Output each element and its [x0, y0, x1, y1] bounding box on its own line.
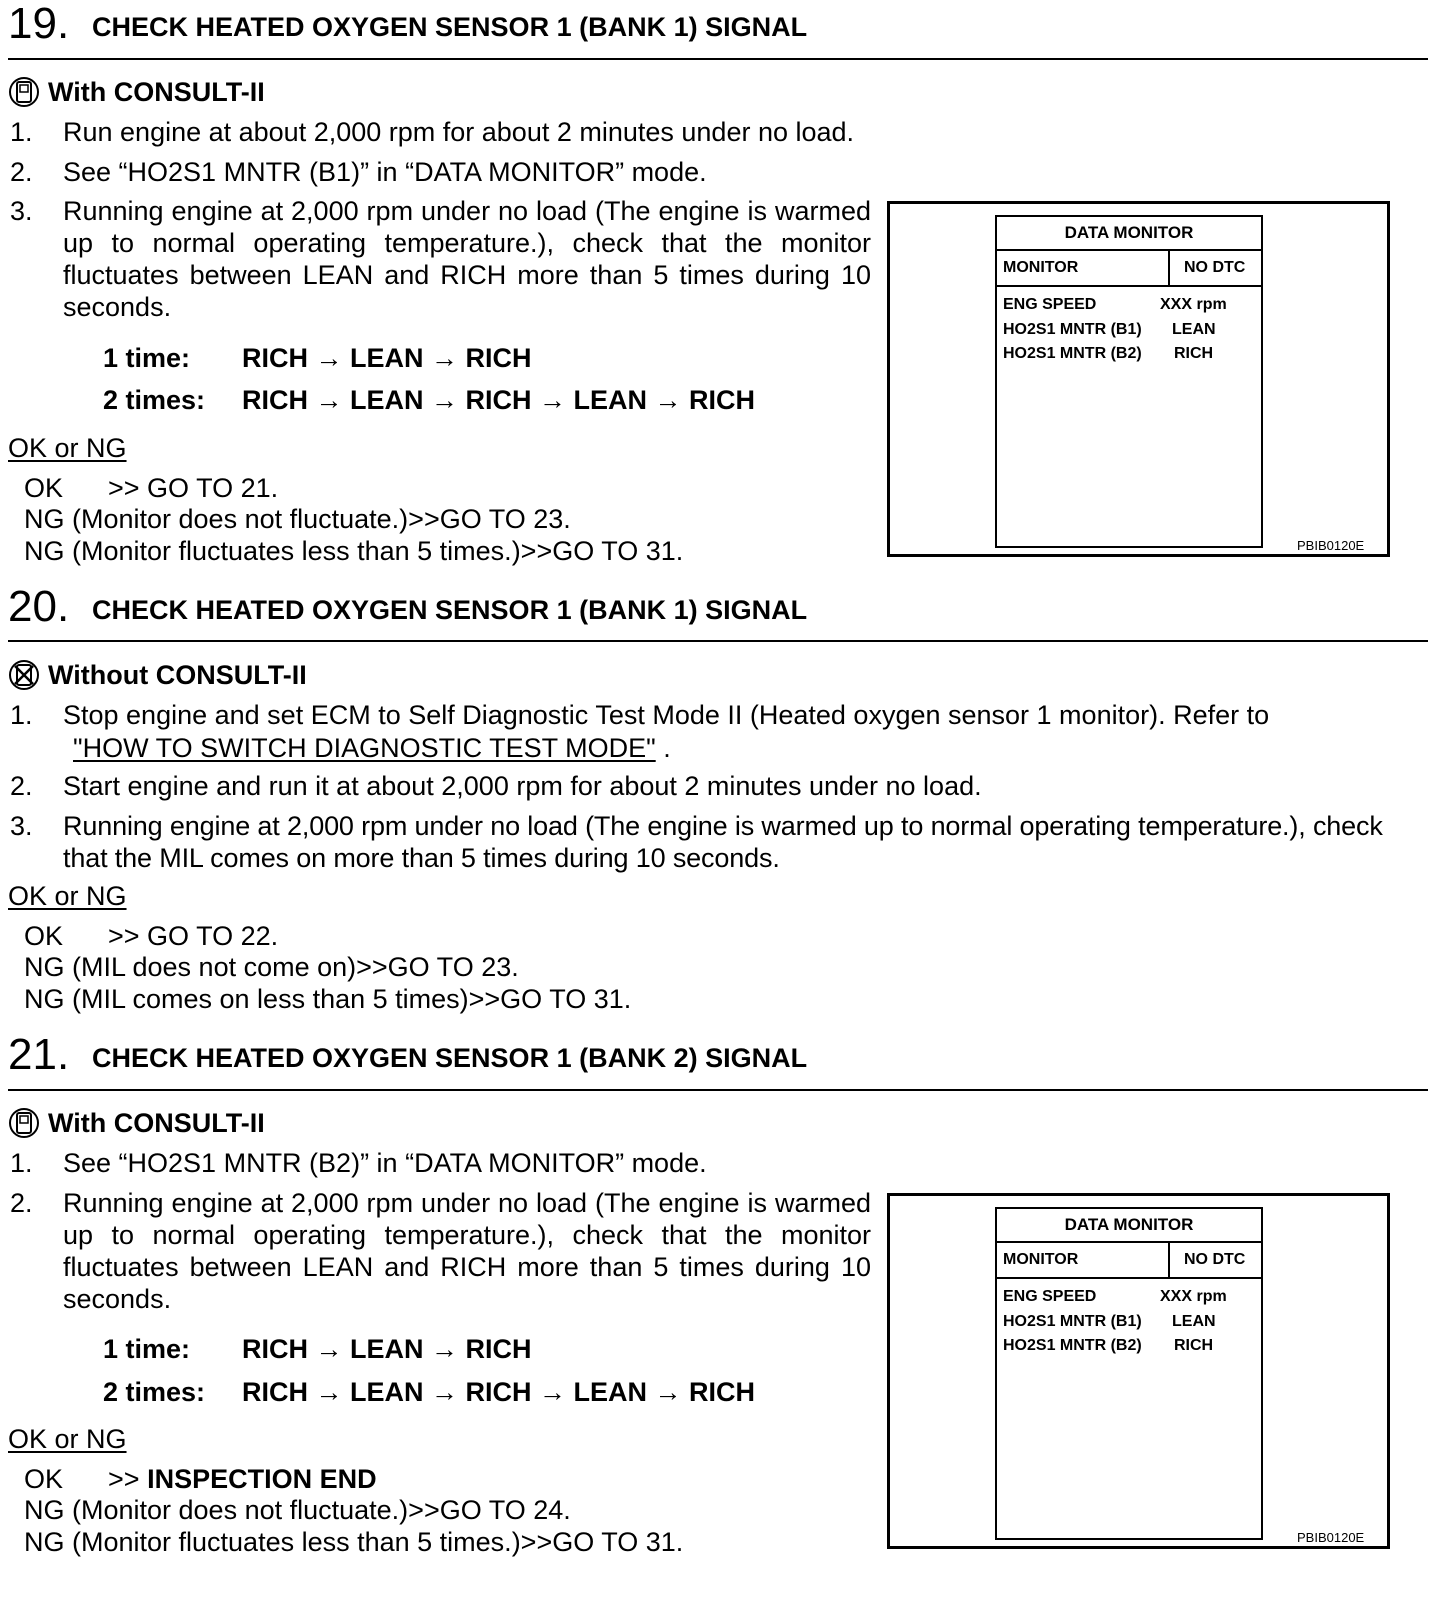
data-monitor-figure — [887, 201, 1390, 557]
consult-tool-icon — [8, 76, 40, 108]
result-ng: NG (MIL does not come on)>>GO TO 23. — [24, 952, 519, 982]
step-index: 1. — [10, 1148, 33, 1178]
result-ok — [24, 1463, 377, 1495]
diagnostic-mode-link[interactable]: "HOW TO SWITCH DIAGNOSTIC TEST MODE" — [73, 733, 656, 763]
screen-col-status: NO DTC — [1184, 1251, 1246, 1268]
step-number: 19. — [8, 0, 70, 48]
result-ng: NG (Monitor fluctuates less than 5 times.)>>GO TO 31. — [24, 536, 684, 566]
divider — [8, 1089, 1428, 1091]
section-title: CHECK HEATED OXYGEN SENSOR 1 (BANK 1) SIGNAL — [92, 12, 808, 42]
subheading — [8, 659, 307, 691]
step-text: Running engine at 2,000 rpm under no load (The engine is warmed up to normal operating temperature.), check that the MIL comes on more than 5 times during 10 seconds. — [63, 811, 1383, 873]
ok-ng-heading: OK or NG — [8, 433, 127, 463]
screen-col-divider — [1168, 251, 1170, 285]
ok-ng-heading: OK or NG — [8, 1424, 127, 1454]
no-consult-icon — [8, 659, 40, 691]
section-title: CHECK HEATED OXYGEN SENSOR 1 (BANK 2) SIGNAL — [92, 1043, 808, 1073]
screen-row-label: HO2S1 MNTR (B2) — [1003, 345, 1142, 362]
pattern-value: RICH → LEAN → RICH — [242, 343, 532, 373]
result-ng: NG (MIL comes on less than 5 times)>>GO TO 31. — [24, 984, 632, 1014]
step-end: . — [655, 733, 671, 763]
step-index: 1. — [10, 700, 33, 730]
section-title: CHECK HEATED OXYGEN SENSOR 1 (BANK 1) SIGNAL — [92, 595, 808, 625]
result-ok-action: INSPECTION END — [147, 1464, 377, 1494]
step-index: 3. — [10, 811, 33, 841]
screen-col-divider — [1168, 1243, 1170, 1277]
pattern-value: RICH → LEAN → RICH → LEAN → RICH — [242, 1377, 755, 1407]
result-ok-prefix: OK >> — [24, 1464, 148, 1494]
screen-row-value: LEAN — [1172, 321, 1216, 338]
result-ok: OK >> GO TO 21. — [24, 473, 279, 503]
pattern-value: RICH → LEAN → RICH → LEAN → RICH — [242, 385, 755, 415]
screen-row-value: XXX rpm — [1160, 296, 1227, 313]
screen-row-value: XXX rpm — [1160, 1288, 1227, 1305]
result-ng: NG (Monitor fluctuates less than 5 times.)>>GO TO 31. — [24, 1527, 684, 1557]
data-monitor-figure — [887, 1193, 1390, 1549]
step-number: 21. — [8, 1030, 70, 1079]
screen-divider — [997, 1277, 1261, 1279]
screen-row-label: HO2S1 MNTR (B1) — [1003, 321, 1142, 338]
pattern-label: 2 times: — [103, 385, 206, 415]
step-text: Running engine at 2,000 rpm under no load (The engine is warmed up to normal operating temperature.), check that the monitor fluctuates between LEAN and RICH more than 5 times during 10 seconds. — [63, 1188, 871, 1314]
ok-ng-heading: OK or NG — [8, 881, 127, 911]
consult-screen — [995, 215, 1263, 548]
screen-row-value: RICH — [1174, 1337, 1214, 1354]
result-ng: NG (Monitor does not fluctuate.)>>GO TO 24. — [24, 1495, 571, 1525]
step-text: Stop engine and set ECM to Self Diagnostic Test Mode II (Heated oxygen sensor 1 monitor). Refer to — [63, 700, 1270, 730]
step-text: See “HO2S1 MNTR (B2)” in “DATA MONITOR” mode. — [63, 1148, 707, 1178]
step-index: 2. — [10, 1188, 33, 1218]
result-ok: OK >> GO TO 22. — [24, 921, 279, 951]
screen-row-label: ENG SPEED — [1003, 296, 1097, 313]
screen-title: DATA MONITOR — [997, 217, 1261, 251]
screen-divider — [997, 285, 1261, 287]
pattern-label: 2 times: — [103, 1377, 206, 1407]
step-text: See “HO2S1 MNTR (B1)” in “DATA MONITOR” mode. — [63, 157, 707, 187]
step-text: Running engine at 2,000 rpm under no load (The engine is warmed up to normal operating temperature.), check that the monitor fluctuates between LEAN and RICH more than 5 times during 10 seconds. — [63, 196, 871, 322]
consult-tool-icon — [8, 1107, 40, 1139]
step-number: 20. — [8, 582, 70, 631]
subheading — [8, 1107, 265, 1139]
screen-row-value: RICH — [1174, 345, 1214, 362]
screen-title: DATA MONITOR — [997, 1209, 1261, 1243]
figure-code: PBIB0120E — [1297, 538, 1365, 553]
step-text: Start engine and run it at about 2,000 rpm for about 2 minutes under no load. — [63, 771, 982, 801]
screen-row-value: LEAN — [1172, 1313, 1216, 1330]
consult-screen — [995, 1207, 1263, 1540]
step-index: 1. — [10, 117, 33, 147]
divider — [8, 58, 1428, 60]
subheading-label: With CONSULT-II — [48, 76, 265, 107]
subheading-label: Without CONSULT-II — [48, 659, 307, 690]
subheading — [8, 76, 265, 108]
figure-code: PBIB0120E — [1297, 1530, 1365, 1545]
screen-row-label: HO2S1 MNTR (B2) — [1003, 1337, 1142, 1354]
pattern-label: 1 time: — [103, 343, 191, 373]
step-index: 2. — [10, 771, 33, 801]
step-text: Run engine at about 2,000 rpm for about 2 minutes under no load. — [63, 117, 855, 147]
subheading-label: With CONSULT-II — [48, 1107, 265, 1138]
pattern-value: RICH → LEAN → RICH — [242, 1334, 532, 1364]
step-index: 3. — [10, 196, 33, 226]
screen-col-status: NO DTC — [1184, 259, 1246, 276]
screen-col-monitor: MONITOR — [1003, 259, 1079, 276]
step-link-line — [63, 732, 671, 764]
screen-row-label: HO2S1 MNTR (B1) — [1003, 1313, 1142, 1330]
pattern-label: 1 time: — [103, 1334, 191, 1364]
divider — [8, 640, 1428, 642]
screen-row-label: ENG SPEED — [1003, 1288, 1097, 1305]
screen-col-monitor: MONITOR — [1003, 1251, 1079, 1268]
step-index: 2. — [10, 157, 33, 187]
result-ng: NG (Monitor does not fluctuate.)>>GO TO 23. — [24, 504, 571, 534]
